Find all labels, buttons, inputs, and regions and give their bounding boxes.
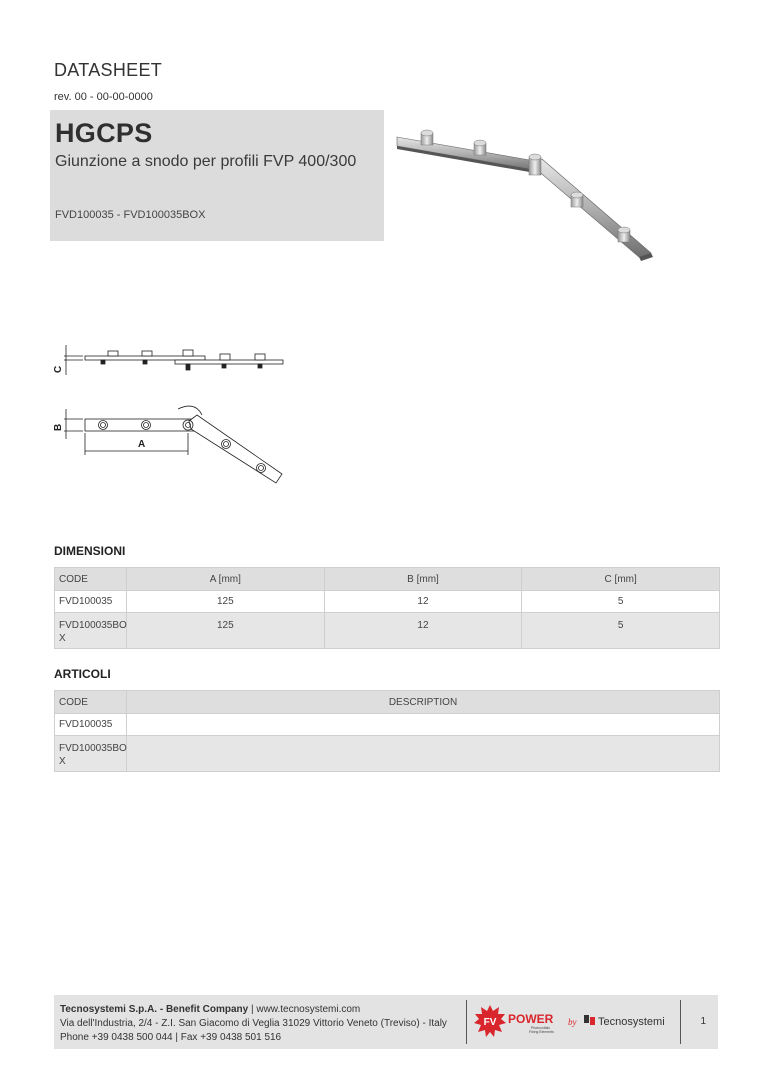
table-row xyxy=(55,736,720,772)
cell-description xyxy=(127,736,720,772)
column-header: B [mm] xyxy=(324,568,522,591)
column-header: A [mm] xyxy=(127,568,325,591)
logo-tecnosystemi: Tecnosystemi xyxy=(598,1016,665,1028)
column-header: DESCRIPTION xyxy=(127,691,720,714)
screw xyxy=(571,192,583,207)
table-row xyxy=(55,613,720,649)
cell-code: FVD100035BO X xyxy=(55,613,127,649)
logo-power: POWER xyxy=(508,1012,554,1026)
logo-by: by xyxy=(568,1017,577,1027)
cell-code: FVD100035 xyxy=(55,714,127,736)
brand-logos xyxy=(474,1005,674,1039)
cell-a: 125 xyxy=(127,591,325,613)
dim-a-label: A xyxy=(138,439,146,450)
cell-code: FVD100035BO X xyxy=(55,736,127,772)
product-subtitle: Giunzione a snodo per profili FVP 400/300 xyxy=(55,153,357,170)
doc-type: DATASHEET xyxy=(54,60,163,80)
tecnosystemi-logo xyxy=(584,1015,665,1028)
hinge-screw xyxy=(529,154,541,175)
product-header-box xyxy=(50,110,384,241)
cell-b: 12 xyxy=(324,591,522,613)
dim-b-label: B xyxy=(53,423,64,431)
doc-header xyxy=(54,60,162,81)
table-row xyxy=(55,714,720,736)
articles-table xyxy=(54,690,720,772)
logo-power-sub1: Photovoltaic xyxy=(531,1026,551,1030)
top-view xyxy=(64,406,282,483)
logo-power-sub2: Fixing Elements xyxy=(529,1030,554,1034)
article-codes: FVD100035 - FVD100035BOX xyxy=(55,209,206,221)
company-address: Via dell'Industria, 2/4 - Z.I. San Giacomo di Veglia 31029 Vittorio Veneto (Treviso) - Italy xyxy=(60,1018,447,1029)
articles-title: ARTICOLI xyxy=(54,667,111,681)
screw xyxy=(474,140,486,155)
logo-fv: FV xyxy=(483,1017,497,1028)
column-header: CODE xyxy=(55,691,127,714)
company-website: | www.tecnosystemi.com xyxy=(248,1004,361,1015)
cell-c: 5 xyxy=(522,591,720,613)
left-bar xyxy=(397,137,541,174)
table-row xyxy=(55,591,720,613)
cell-b: 12 xyxy=(324,613,522,649)
cell-a: 125 xyxy=(127,613,325,649)
company-phone: Phone +39 0438 500 044 | Fax +39 0438 501 516 xyxy=(60,1032,282,1043)
footer-divider xyxy=(466,1000,467,1044)
tecnosystemi-mark-icon xyxy=(584,1015,595,1025)
cell-c: 5 xyxy=(522,613,720,649)
side-view xyxy=(64,345,283,375)
screw xyxy=(618,227,630,242)
column-header: C [mm] xyxy=(522,568,720,591)
table-header-row xyxy=(55,691,720,714)
dimensions-table xyxy=(54,567,720,649)
screw xyxy=(421,130,433,145)
right-bar xyxy=(529,159,653,261)
product-code: HGCPS xyxy=(55,118,153,148)
page-number: 1 xyxy=(700,1016,706,1027)
cell-description xyxy=(127,714,720,736)
fv-power-logo xyxy=(474,1005,554,1037)
revision: rev. 00 - 00-00-0000 xyxy=(54,91,153,103)
technical-drawing xyxy=(50,335,290,490)
table-header-row xyxy=(55,568,720,591)
product-image xyxy=(395,125,665,275)
dimensions-title: DIMENSIONI xyxy=(54,544,126,558)
column-header: CODE xyxy=(55,568,127,591)
footer xyxy=(54,995,718,1049)
footer-divider xyxy=(680,1000,681,1044)
company-info xyxy=(60,1003,447,1045)
dim-c-label: C xyxy=(53,365,64,373)
company-name: Tecnosystemi S.p.A. - Benefit Company xyxy=(60,1004,249,1015)
cell-code: FVD100035 xyxy=(55,591,127,613)
